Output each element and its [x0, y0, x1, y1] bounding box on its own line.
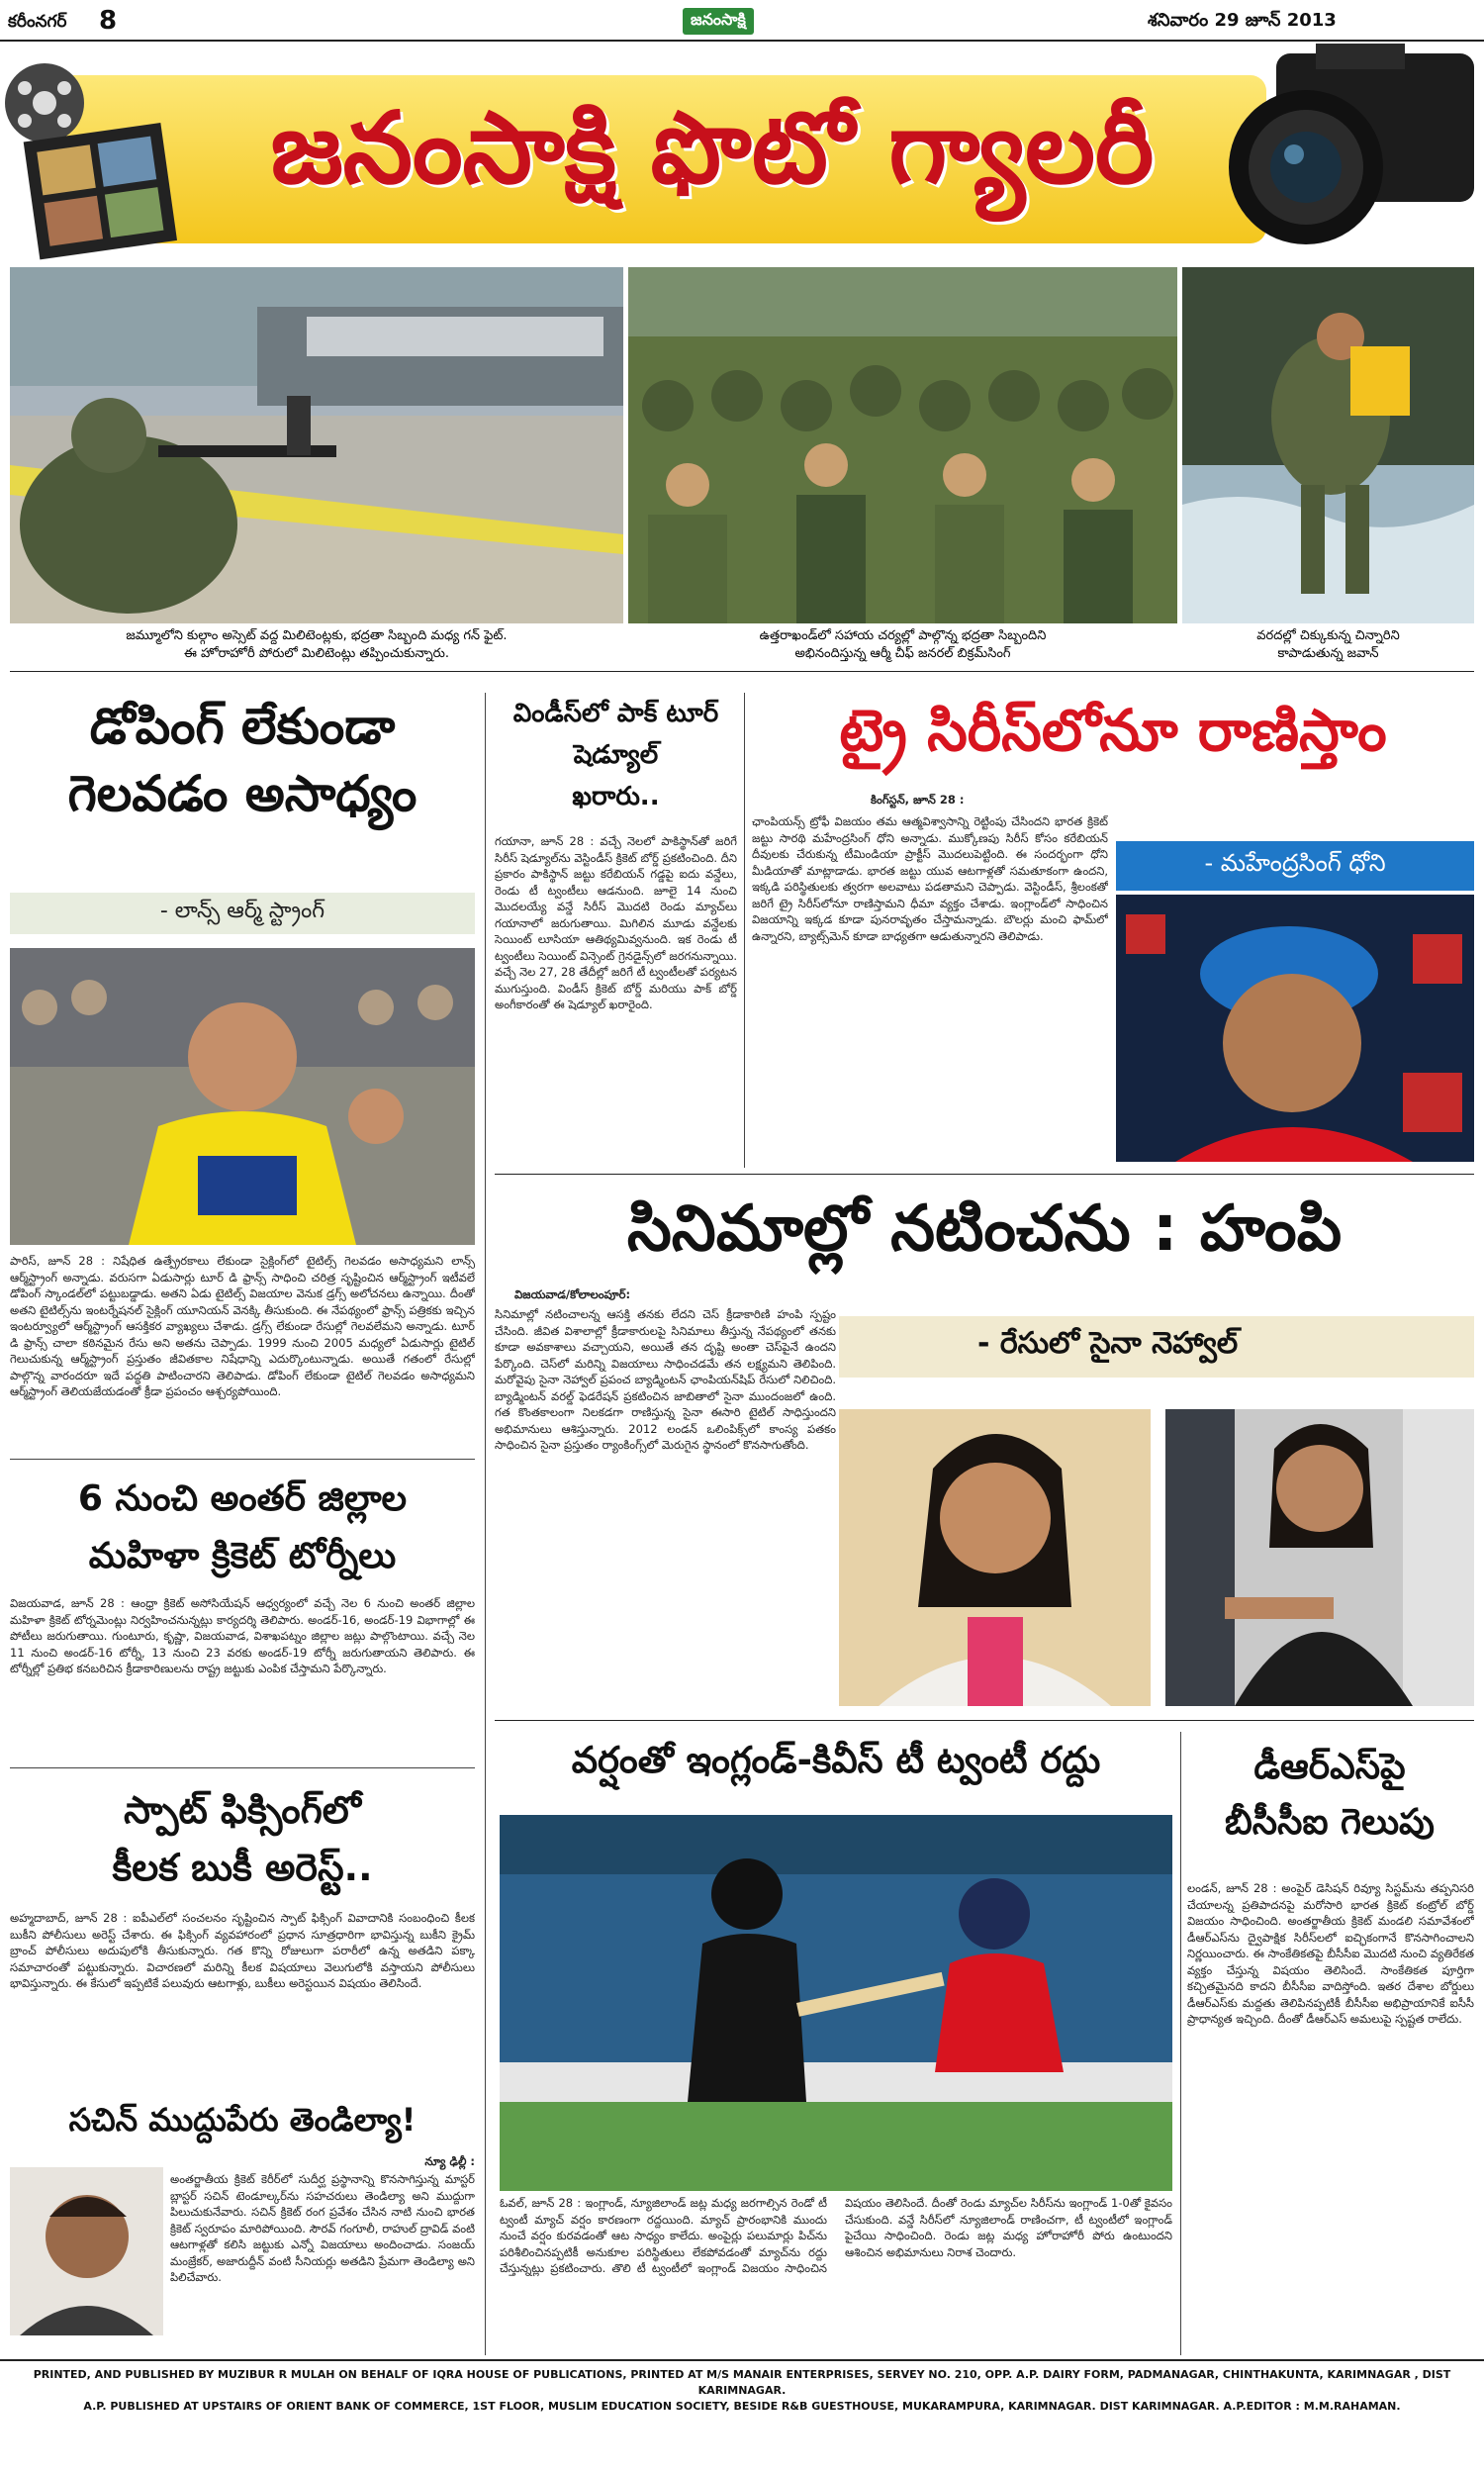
imprint-footer [6, 2367, 1478, 2415]
doping-quote: - లాన్స్ ఆర్మ్ స్ట్రాంగ్ [10, 893, 475, 934]
photo-hampi [839, 1409, 1151, 1706]
pak-tour-body: గయానా, జూన్ 28 : వచ్చే నెలలో పాకిస్థాన్‌తో జరిగే సిరీస్ షెడ్యూల్‌ను వెస్టిండీస్ క్రికెట్ బోర్డ్ ప్రకటించింది. దీని ప్రకారం పాకిస్థాన్ జట్టు కరేబియన్ గడ్డపై ఐదు వన్డేలు, రెండు టీ ట్వంటీలు ఆడనుంది. జూలై 14 నుంచి మొదలయ్యే వన్డే సిరీస్ మొదటి రెండు మ్యాచ్‌లు గయానాలో జరుగుతాయి. మిగిలిన మూడు వన్డేలకు సెయింట్ లూసియా ఆతిథ్యమివ్వనుంది. ఇక రెండు టీ ట్వంటీలు సెయింట్ విన్సెంట్ గ్రెనడైన్స్‌లో జరగనున్నాయి. వచ్చే నెల 27, 28 తేదీల్లో జరిగే టీ ట్వంటీలతో పర్యటన ముగుస్తుంది. విండీస్ క్రికెట్ బోర్డ్ మరియు పాక్ బోర్డ్ అంగీకారంతో ఈ షెడ్యూల్ ఖరారైంది. [495, 834, 737, 1011]
eng-nz-body: ఓవల్, జూన్ 28 : ఇంగ్లాండ్, న్యూజిలాండ్ జట్ల మధ్య జరగాల్సిన రెండో టీ ట్వంటీ మ్యాచ్ వర్షం కారణంగా రద్దయింది. మ్యాచ్ ప్రారంభానికి ముందు నుంచే వర్షం కురవడంతో ఆట సాధ్యం కాలేదు. అంపైర్లు పలుమార్లు పిచ్‌ను పరిశీలించినప్పటికీ అనుకూల పరిస్థితులు లేకపోవడంతో మ్యాచ్‌ను రద్దు చేస్తున్నట్లు ప్రకటించారు. తొలి టీ ట్వంటీలో ఇంగ్లాండ్ విజయం సాధించిన విషయం తెలిసిందే. దీంతో రెండు మ్యాచ్‌ల సిరీస్‌ను ఇంగ్లాండ్ 1-0తో కైవసం చేసుకుంది. వన్డే సిరీస్‌లో న్యూజిలాండ్ రాణించగా, టీ ట్వంటీలో ఇంగ్లాండ్ పైచేయి సాధించింది. రెండు జట్ల మధ్య హోరాహోరీ పోరు ఉంటుందని ఆశించిన అభిమానులు నిరాశ చెందారు. [500, 2196, 1172, 2275]
triseries-body: ఛాంపియన్స్ ట్రోఫీ విజయం తమ ఆత్మవిశ్వాసాన్ని రెట్టింపు చేసిందని భారత క్రికెట్ జట్టు సారథి మహేంద్రసింగ్ ధోని అన్నాడు. ముక్కోణపు సిరీస్ కోసం కరేబియన్ దీవులకు చేరుకున్న టీమిండియా ప్రాక్టీస్ మొదలుపెట్టింది. ఈ సందర్భంగా ధోని మీడియాతో మాట్లాడాడు. భారత జట్టు యువ ఆటగాళ్లతో సమతూకంగా ఉందని, ఇక్కడి పరిస్థితులకు త్వరగా అలవాటు పడతామని చెప్పాడు. వెస్టిండీస్, శ్రీలంకతో జరిగే ట్రై సిరీస్‌లోనూ రాణిస్తామని ధీమా వ్యక్తం చేశాడు. ఇంగ్లాండ్‌లో సాధించిన విజయాన్ని ఇక్కడ కూడా పునరావృతం చేస్తామన్నాడు. బౌలర్లు మంచి ఫామ్‌లో ఉన్నారని, బ్యాట్స్‌మెన్ కూడా బాధ్యతగా ఆడుతున్నారని తెలిపాడు. [752, 814, 1108, 943]
spot-fixing-headline [10, 1781, 475, 1896]
doping-headline-line1: డోపింగ్ లేకుండా [89, 698, 396, 755]
gallery-caption-1 [10, 627, 623, 663]
caption-2-line2: అభినందిస్తున్న ఆర్మీ చీఫ్ జనరల్ బిక్రమ్‌సింగ్ [794, 646, 1011, 661]
women-cricket-headline-line2: మహిళా క్రికెట్ టోర్నీలు [88, 1536, 397, 1576]
hampi-body: సినిమాల్లో నటించాలన్న ఆసక్తి తనకు లేదని చెస్ క్రీడాకారిణి హంపి స్పష్టం చేసింది. జీవిత విశాలాల్లో క్రీడాకారులపై సినిమాలు తీస్తున్న నేపథ్యంలో తనకు కూడా అవకాశాలు వచ్చాయని, అయితే తన దృష్టి అంతా చెస్‌పైనే ఉందని పేర్కొంది. చెస్‌లో మరిన్ని విజయాలు సాధించడమే తన లక్ష్యమని తెలిపింది. మరోవైపు సైనా నెహ్వాల్ ప్రపంచ బ్యాడ్మింటన్ ఛాంపియన్‌షిప్ రేసులో నిలిచింది. బ్యాడ్మింటన్ వరల్డ్ ఫెడరేషన్ ప్రకటించిన జాబితాలో సైనా ముందంజలో ఉంది. గత కొంతకాలంగా నిలకడగా రాణిస్తున్న సైనా ఈసారి టైటిల్ సాధిస్తుందని అభిమానులు ఆశిస్తున్నారు. 2012 లండన్ ఒలింపిక్స్‌లో కాంస్య పతకం సాధించిన సైనా ప్రస్తుతం ర్యాంకింగ్స్‌లో మెరుగైన స్థానంలో కొనసాగుతోంది. [495, 1307, 836, 1452]
photo-army-gunfight [10, 267, 623, 623]
paper-logo: జనంసాక్షి [683, 8, 754, 35]
photo-saina [1165, 1409, 1474, 1706]
photo-armstrong [10, 948, 475, 1245]
gallery-caption-3 [1182, 627, 1474, 663]
banner-title: జనంసాక్షి ఫొటో గ్యాలరీ [270, 90, 1155, 206]
pak-tour-headline-line1: విండీస్‌లో పాక్ టూర్ [512, 699, 719, 728]
doping-headline [10, 693, 475, 827]
page-number: 8 [99, 6, 118, 36]
photo-dhoni [1116, 895, 1474, 1162]
triseries-headline: ట్రై సిరీస్‌లోనూ రాణిస్తాం [839, 697, 1387, 764]
hampi-dateline: విజయవాడ/కోలాలంపూర్: [514, 1287, 631, 1301]
drs-headline-line2: బీసీసీఐ గెలుపు [1225, 1802, 1435, 1843]
spot-fixing-headline-line1: స్పాట్ ఫిక్సింగ్‌లో [124, 1788, 361, 1832]
drs-headline [1185, 1740, 1474, 1851]
caption-1-line2: ఈ హోరాహోరీ పోరులో మిలిటెంట్లు తప్పించుకున్నారు. [183, 646, 450, 661]
page-place: కరీంనగర్ [8, 12, 67, 32]
caption-2-line1: ఉత్తరాఖండ్‌లో సహాయ చర్యల్లో పాల్గొన్న భద్రతా సిబ్బందిని [759, 628, 1047, 643]
spot-fixing-headline-line2: కీలక బుకీ అరెస్ట్.. [112, 1846, 373, 1889]
gallery-caption-2 [628, 627, 1177, 663]
photo-army-chief [628, 267, 1177, 623]
pak-tour-headline-line2: షెడ్యూల్ [573, 740, 659, 770]
photo-flood-rescue [1182, 267, 1474, 623]
women-cricket-headline-line1: 6 నుంచి అంతర్ జిల్లాల [77, 1478, 408, 1519]
photo-eng-nz [500, 1815, 1172, 2191]
doping-body: పారిస్, జూన్ 28 : నిషేధిత ఉత్ప్రేరకాలు లేకుండా సైక్లింగ్‌లో టైటిల్స్ గెలవడం అసాధ్యమని లాన్స్ ఆర్మ్‌స్ట్రాంగ్ అన్నాడు. వరుసగా ఏడుసార్లు టూర్ డి ఫ్రాన్స్ సాధించి చరిత్ర సృష్టించిన ఆర్మ్‌స్ట్రాంగ్ ఇటీవలే డోపింగ్ స్కాండల్‌లో పట్టుబడ్డాడు. అతని ఏడు టైటిల్స్ విజయాల వెనుక డ్రగ్స్ అలోచనలు ఉన్నాయి. దీంతో అతని టైటిల్స్‌ను ఇంటర్నేషనల్ సైక్లింగ్ యూనియన్ వెనక్కి తీసుకుంది. ఈ నేపథ్యంలో ఫ్రాన్స్ పత్రికకు ఇచ్చిన ఇంటర్వ్యూలో ఆర్మ్‌స్ట్రాంగ్ ఆసక్తికర వ్యాఖ్యలు చేశాడు. డ్రగ్స్ లేకుండా రేసుల్లో గెలవలేమని అన్నాడు. టూర్ డి ఫ్రాన్స్ చాలా కఠినమైన రేసు అని అతను చెప్పాడు. 1999 నుంచి 2005 మధ్యలో ఏడుసార్లు టైటిల్ గెలుచుకున్న ఆర్మ్‌స్ట్రాంగ్ ప్రస్తుతం జీవితకాల నిషేధాన్ని ఎదుర్కొంటున్నాడు. అయితే గతంలో రేసుల్లో పాల్గొన్న వారందరూ ఇదే పద్ధతి పాటించారని తెలిపాడు. డోపింగ్ లేకుండా టైటిల్ గెలవడం అసాధ్యమని ఆర్మ్‌స్ట్రాంగ్ తెలియజేయడంతో క్రీడా ప్రపంచం ఆశ్చర్యపోయింది. [10, 1254, 475, 1398]
caption-1-line1: జమ్మూలోని కుల్గాం అస్సెట్ వద్ద మిలిటెంట్లకు, భద్రతా సిబ్బంది మధ్య గన్ ఫైట్. [126, 628, 508, 643]
hampi-quote: - రేసులో సైనా నెహ్వాల్ [839, 1316, 1474, 1378]
spot-fixing-body: అహ్మదాబాద్, జూన్ 28 : ఐపీఎల్‌లో సంచలనం సృష్టించిన స్పాట్ ఫిక్సింగ్ వివాదానికి సంబంధించి కీలక బుకీని పోలీసులు అరెస్ట్ చేశారు. ఈ ఫిక్సింగ్ వ్యవహారంలో ప్రధాన సూత్రధారిగా భావిస్తున్న బుకీని క్రైమ్ బ్రాంచ్ పోలీసులు అదుపులోకి తీసుకున్నారు. గత కొన్ని రోజులుగా పరారీలో ఉన్న అతడిని పక్కా సమాచారంతో పట్టుకున్నారు. విచారణలో మరిన్ని కీలక విషయాలు వెలుగులోకి వస్తాయని పోలీసులు భావిస్తున్నారు. ఈ కేసులో ఇప్పటికే పలువురు ఆటగాళ్లు, బుకీలు అరెస్టయిన విషయం తెలిసిందే. [10, 1911, 475, 1990]
pak-tour-headline [495, 693, 737, 817]
sachin-headline: సచిన్ ముద్దుపేరు తెండిల్యా! [68, 2101, 417, 2139]
sachin-dateline: న్యూ ఢిల్లీ : [424, 2154, 475, 2168]
caption-3-line2: కాపాడుతున్న జవాన్ [1277, 646, 1379, 661]
gallery-banner [0, 44, 1484, 263]
imprint-line1: PRINTED, AND PUBLISHED BY MUZIBUR R MULAH ON BEHALF OF IQRA HOUSE OF PUBLICATIONS, PRINTED AT M/S MANAIR ENTERPRISES, SERVEY NO. 210, OPP. A.P. DAIRY FORM, PADMANAGAR, CHINTHAKUNTA, KARIMNAGAR , DIST KARIMNAGAR. [33, 2368, 1451, 2397]
triseries-dateline: కింగ్‌స్టన్, జూన్ 28 : [871, 793, 965, 807]
pak-tour-headline-line3: ఖరారు.. [572, 782, 660, 811]
drs-body: లండన్, జూన్ 28 : అంపైర్ డెసిషన్ రివ్యూ సిస్టమ్‌ను తప్పనిసరి చేయాలన్న ప్రతిపాదనపై మరోసారి భారత క్రికెట్ కంట్రోల్ బోర్డ్ విజయం సాధించింది. అంతర్జాతీయ క్రికెట్ మండలి సమావేశంలో డీఆర్ఎస్‌ను ద్వైపాక్షిక సిరీస్‌లలో ఐచ్ఛికంగానే కొనసాగించాలని నిర్ణయించారు. ఈ సాంకేతికతపై బీసీసీఐ మొదటి నుంచి వ్యతిరేకత వ్యక్తం చేస్తున్న విషయం తెలిసిందే. సాంకేతికత పూర్తిగా కచ్చితమైనది కాదని బీసీసీఐ వాదిస్తోంది. ఇతర దేశాల బోర్డులు డీఆర్ఎస్‌కు మద్దతు తెలిపినప్పటికీ బీసీసీఐ అభిప్రాయానికే ఐసీసీ ప్రాధాన్యత ఇచ్చింది. దీంతో డీఆర్ఎస్ అమలుపై స్పష్టత రాలేదు. [1187, 1881, 1474, 2026]
hampi-headline: సినిమాల్లో నటించను : హంపి [626, 1192, 1343, 1266]
page-date: శనివారం 29 జూన్ 2013 [1148, 10, 1337, 31]
caption-3-line1: వరదల్లో చిక్కుకున్న చిన్నారిని [1256, 628, 1400, 643]
sachin-body: అంతర్జాతీయ క్రికెట్ కెరీర్‌లో సుదీర్ఘ ప్రస్థానాన్ని కొనసాగిస్తున్న మాస్టర్ బ్లాస్టర్ సచిన్ టెండూల్కర్‌ను సహచరులు తెండిల్యా అని ముద్దుగా పిలుచుకునేవారు. సచిన్ క్రికెట్ రంగ ప్రవేశం చేసిన నాటి నుంచి భారత క్రికెట్ స్వరూపం మారిపోయింది. సౌరవ్ గంగూలీ, రాహుల్ ద్రావిడ్ వంటి ఆటగాళ్లతో కలిసి జట్టుకు ఎన్నో విజయాలు అందించాడు. సంజయ్ మంజ్రేకర్, అజారుద్దీన్ వంటి సీనియర్లు అతడిని ప్రేమగా తెండిల్యా అని పిలిచేవారు. [170, 2172, 475, 2284]
women-cricket-headline [10, 1471, 475, 1585]
imprint-line2: A.P. PUBLISHED AT UPSTAIRS OF ORIENT BANK OF COMMERCE, 1ST FLOOR, MUSLIM EDUCATION SOCIETY, BESIDE R&B GUESTHOUSE, MUKARAMPURA, KARIMNAGAR. DIST KARIMNAGAR. A.P.EDITOR : M.M.RAHAMAN. [83, 2400, 1401, 2413]
eng-nz-headline: వర్షంతో ఇంగ్లండ్-కివీస్ టీ ట్వంటీ రద్దు [571, 1739, 1101, 1781]
drs-headline-line1: డీఆర్ఎస్‌పై [1253, 1747, 1406, 1787]
women-cricket-body: విజయవాడ, జూన్ 28 : ఆంధ్రా క్రికెట్ అసోసియేషన్ ఆధ్వర్యంలో వచ్చే నెల 6 నుంచి అంతర్ జిల్లాల మహిళా క్రికెట్ టోర్నమెంట్లు నిర్వహించనున్నట్లు కార్యదర్శి తెలిపారు. అండర్-16, అండర్-19 విభాగాల్లో ఈ పోటీలు జరుగుతాయి. గుంటూరు, కృష్ణా, విజయవాడ, విశాఖపట్నం జిల్లాల జట్లు పాల్గొంటాయి. వచ్చే నెల 11 నుంచి అండర్-16 టోర్నీ, 13 నుంచి 23 వరకు అండర్-19 టోర్నీ జరుగుతాయని తెలిపారు. ఈ టోర్నీల్లో ప్రతిభ కనబరిచిన క్రీడాకారిణులను రాష్ట్ర జట్టుకు ఎంపిక చేస్తామని పేర్కొన్నారు. [10, 1596, 475, 1675]
doping-headline-line2: గెలవడం అసాధ్యం [67, 765, 417, 822]
photo-sachin [10, 2167, 163, 2335]
triseries-quote: - మహేంద్రసింగ్ ధోని [1116, 841, 1474, 891]
